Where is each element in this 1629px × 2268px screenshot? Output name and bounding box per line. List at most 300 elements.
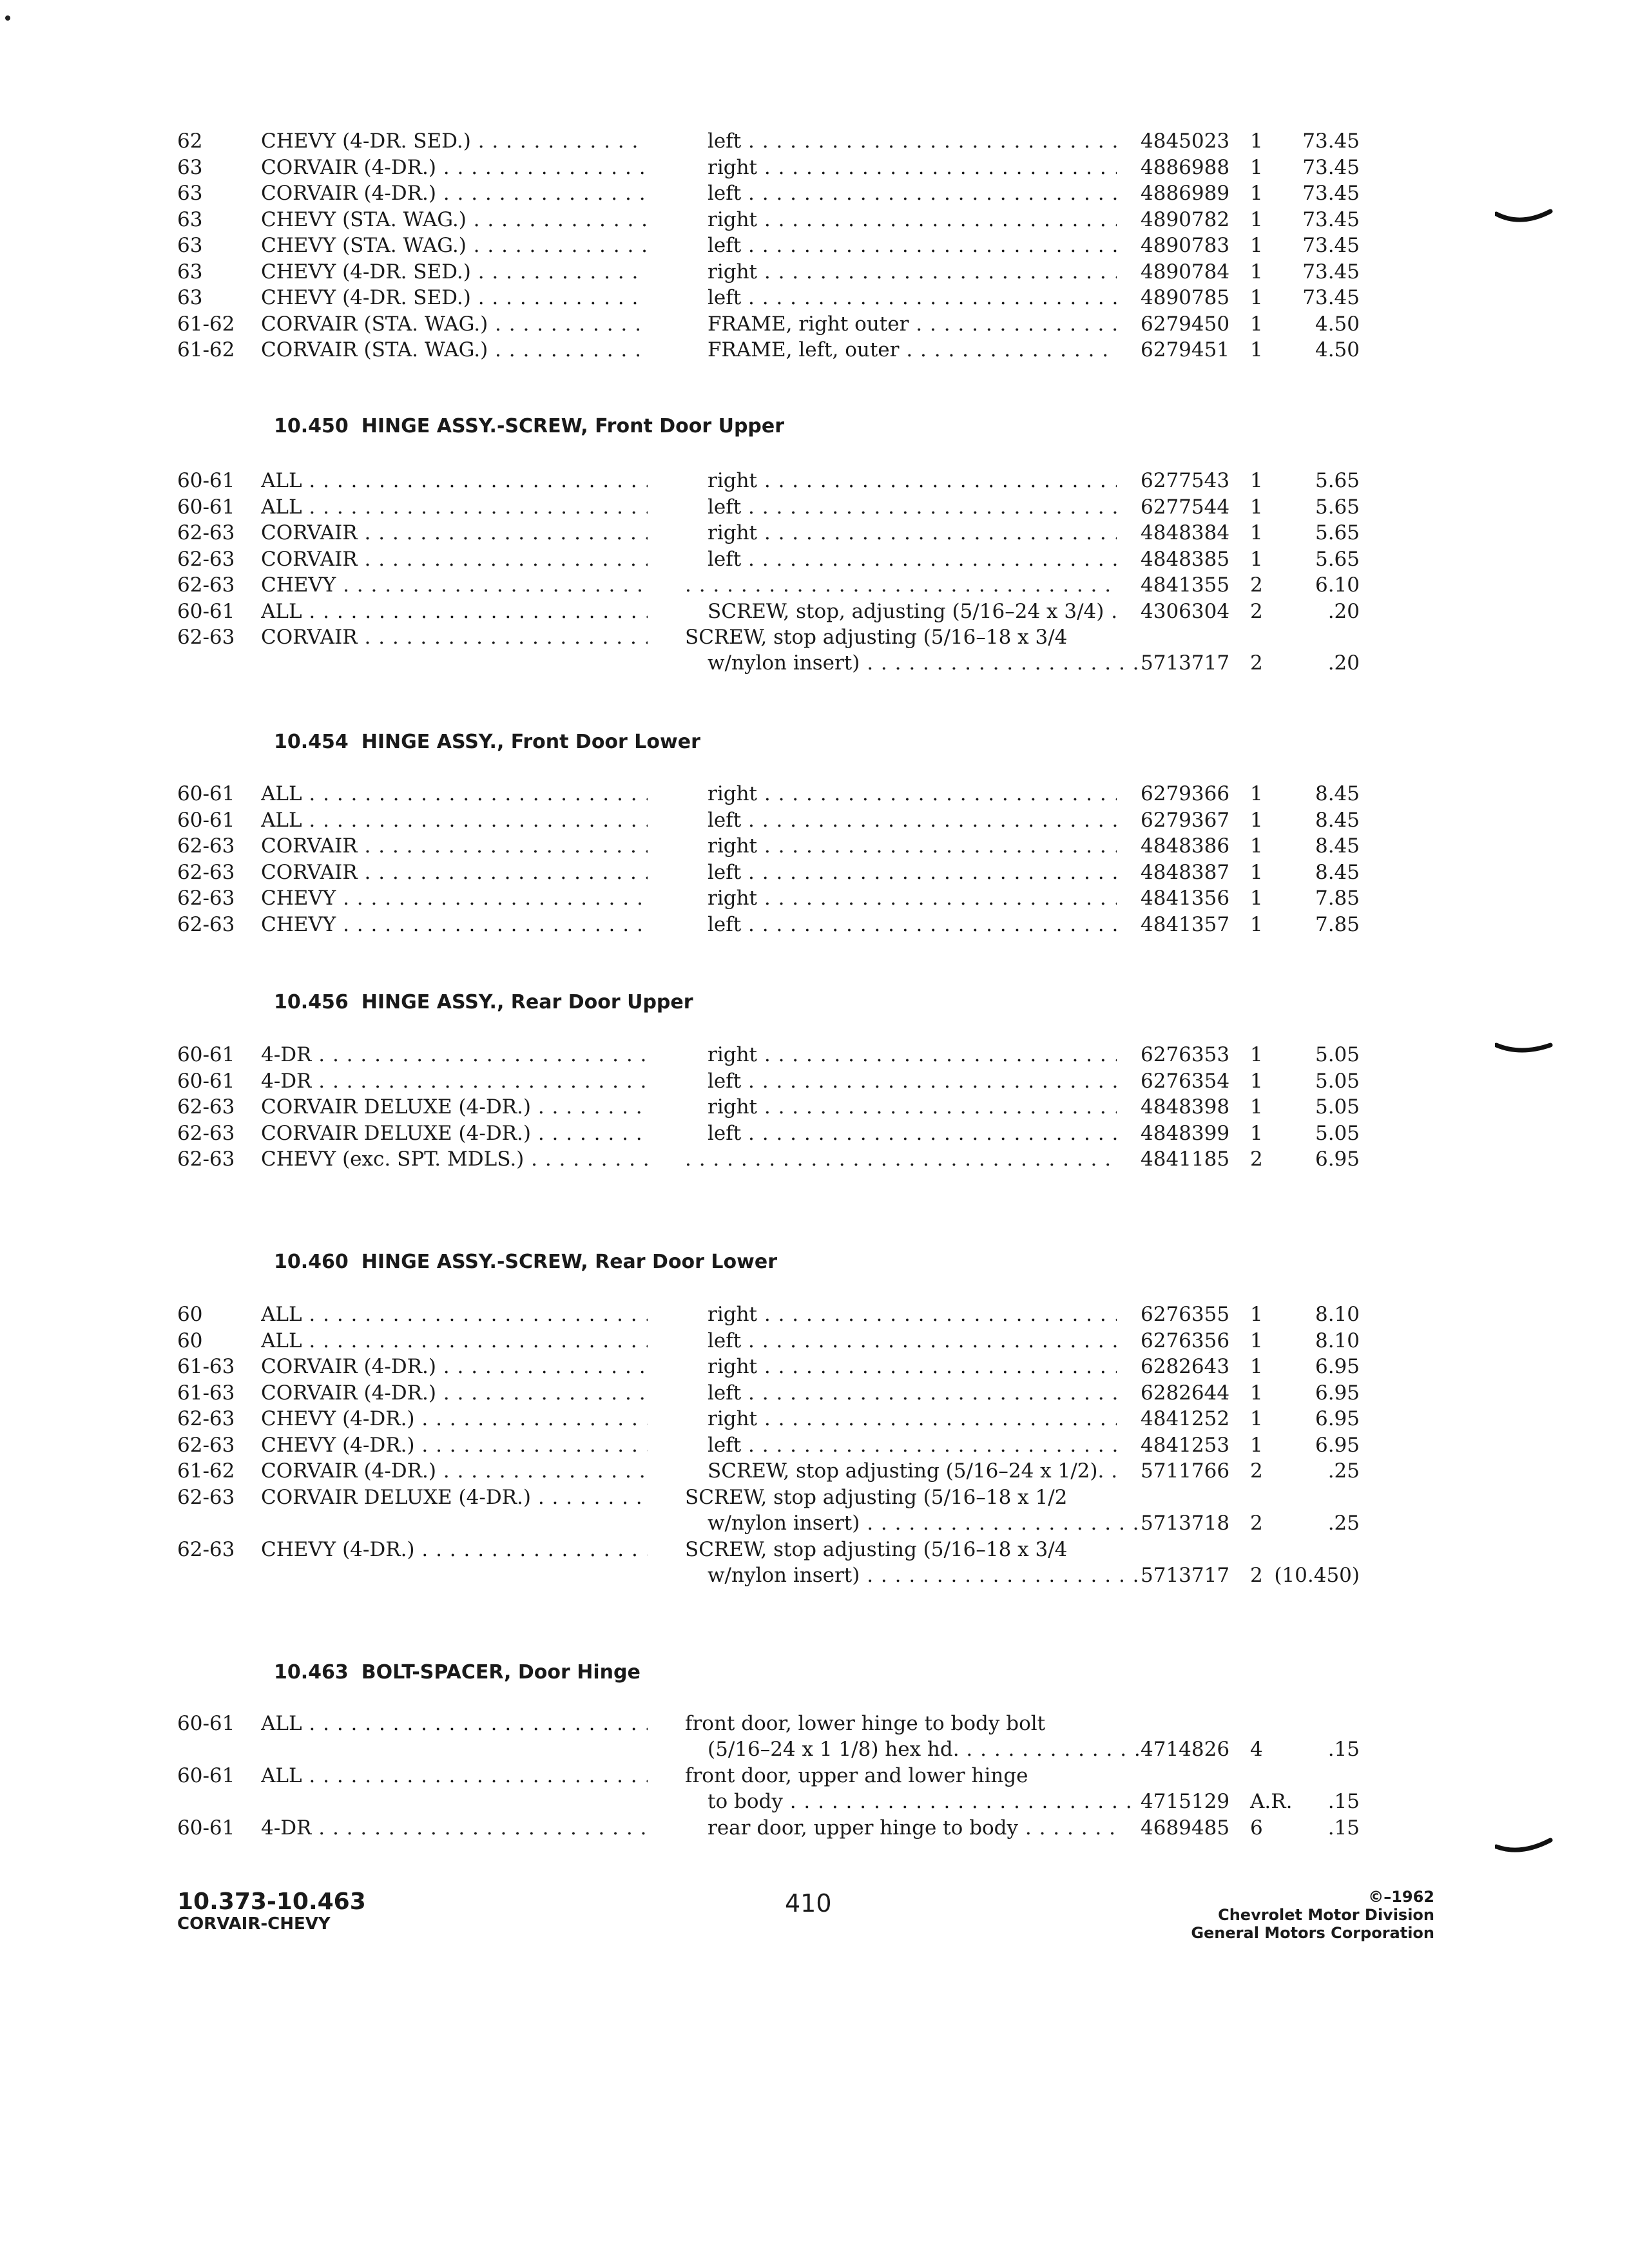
quantity-cell: 1 [1250, 182, 1263, 205]
model-cell: CORVAIR DELUXE (4-DR.) . . . [261, 1485, 648, 1511]
table-row [0, 860, 1629, 886]
table-row [0, 599, 1629, 625]
model-cell: CHEVY . . . [261, 572, 648, 599]
table-row [0, 833, 1629, 860]
year-cell: 60-61 [177, 600, 235, 623]
price-cell: .25 [1327, 1512, 1360, 1535]
model-cell: ALL . . . [261, 781, 648, 807]
quantity-cell: 2 [1250, 651, 1263, 675]
part-number-cell: 5711766 [1141, 1459, 1230, 1483]
page-number: 410 [785, 1889, 832, 1917]
price-cell: 73.45 [1302, 155, 1360, 179]
table-row [0, 1711, 1629, 1737]
part-number-cell: 4841252 [1141, 1407, 1230, 1430]
year-cell: 62-63 [177, 861, 235, 884]
model-cell: 4-DR . . . [261, 1815, 648, 1841]
model-cell: CORVAIR (4-DR.) . . . [261, 1458, 648, 1485]
price-cell: 6.95 [1315, 1434, 1360, 1457]
model-cell: CORVAIR (STA. WAG.) . . . [261, 337, 648, 363]
quantity-cell: 1 [1250, 887, 1263, 910]
part-number-cell: 6276355 [1141, 1303, 1230, 1326]
part-number-cell: 5713718 [1141, 1512, 1230, 1535]
year-cell: 62-63 [177, 1122, 235, 1145]
quantity-cell: 1 [1250, 286, 1263, 309]
description-cell-continued: w/nylon insert) . . . [708, 1562, 1139, 1589]
table-row [0, 572, 1629, 599]
model-cell: CORVAIR . . . [261, 546, 648, 573]
description-cell: left . . . [708, 912, 1117, 938]
part-number-cell: 4845023 [1141, 130, 1230, 153]
part-number-cell: 4848399 [1141, 1122, 1230, 1145]
table-row [0, 546, 1629, 573]
table-row [0, 233, 1629, 259]
model-cell: CHEVY (4-DR. SED.) . . . [261, 285, 648, 311]
price-cell: 8.45 [1315, 782, 1360, 805]
quantity-cell: 1 [1250, 1407, 1263, 1430]
table-row-continued [0, 650, 1629, 677]
description-cell: front door, lower hinge to body bolt [685, 1712, 1046, 1735]
description-cell: right . . . [708, 1302, 1117, 1328]
quantity-cell: 2 [1250, 1148, 1263, 1171]
price-cell: .15 [1327, 1738, 1360, 1761]
year-cell: 62-63 [177, 573, 235, 597]
table-row [0, 1042, 1629, 1068]
table-row [0, 781, 1629, 807]
model-cell: CORVAIR . . . [261, 520, 648, 546]
part-number-cell: 6279450 [1141, 312, 1230, 336]
year-cell: 63 [177, 286, 203, 309]
quantity-cell: 1 [1250, 1095, 1263, 1119]
table-row [0, 1094, 1629, 1120]
model-cell: CORVAIR (4-DR.) . . . [261, 1380, 648, 1407]
table-row [0, 155, 1629, 181]
description-cell: left . . . [708, 180, 1117, 207]
year-cell: 62-63 [177, 1407, 235, 1430]
price-cell: 8.45 [1315, 861, 1360, 884]
part-number-cell: 4890784 [1141, 260, 1230, 284]
corporation: General Motors Corporation [1191, 1924, 1434, 1942]
table-row-continued [0, 1789, 1629, 1815]
section-title: HINGE ASSY.-SCREW, Rear Door Lower [361, 1251, 777, 1273]
quantity-cell: 2 [1250, 1512, 1263, 1535]
part-number-cell: 6282643 [1141, 1355, 1230, 1378]
model-cell: CHEVY (4-DR.) . . . [261, 1432, 648, 1459]
price-cell: (10.450) [1274, 1564, 1360, 1587]
section-header [274, 1659, 641, 1686]
table-row [0, 912, 1629, 938]
model-cell: ALL . . . [261, 494, 648, 521]
part-number-cell: 4841356 [1141, 887, 1230, 910]
quantity-cell: 1 [1250, 1355, 1263, 1378]
price-cell: 4.50 [1315, 338, 1360, 361]
quantity-cell: 2 [1250, 573, 1263, 597]
model-cell: ALL . . . [261, 1763, 648, 1789]
model-cell: CORVAIR (4-DR.) . . . [261, 180, 648, 207]
quantity-cell: 1 [1250, 809, 1263, 832]
model-cell: ALL . . . [261, 599, 648, 625]
section-title: HINGE ASSY., Rear Door Upper [361, 991, 693, 1014]
model-cell: CHEVY (exc. SPT. MDLS.) . . . [261, 1146, 648, 1173]
price-cell: .15 [1327, 1816, 1360, 1840]
table-row [0, 311, 1629, 338]
section-title: HINGE ASSY.-SCREW, Front Door Upper [361, 415, 785, 437]
description-cell: SCREW, stop, adjusting (5/16–24 x 3/4) . . . [708, 599, 1117, 625]
price-cell: .15 [1327, 1790, 1360, 1813]
year-cell: 62-63 [177, 1538, 235, 1561]
description-cell: right . . . [708, 833, 1117, 860]
description-cell: right . . . [708, 781, 1117, 807]
year-cell: 60-61 [177, 1043, 235, 1066]
quantity-cell: 1 [1250, 521, 1263, 544]
year-cell: 60-61 [177, 1816, 235, 1840]
model-cell: CHEVY (4-DR. SED.) . . . [261, 259, 648, 285]
description-cell [685, 1146, 1117, 1173]
model-cell: ALL . . . [261, 1328, 648, 1354]
description-cell: right . . . [708, 1042, 1117, 1068]
price-cell: 4.50 [1315, 312, 1360, 336]
table-row [0, 1406, 1629, 1432]
year-cell: 62-63 [177, 1486, 235, 1509]
part-number-cell: 4890785 [1141, 286, 1230, 309]
table-row-continued [0, 1510, 1629, 1537]
table-row-continued [0, 1562, 1629, 1589]
price-cell: 73.45 [1302, 286, 1360, 309]
quantity-cell: 1 [1250, 312, 1263, 336]
quantity-cell: 1 [1250, 260, 1263, 284]
description-cell: left . . . [708, 285, 1117, 311]
table-row [0, 1380, 1629, 1407]
table-row [0, 259, 1629, 285]
table-row [0, 1763, 1629, 1789]
part-number-cell: 4841185 [1141, 1148, 1230, 1171]
price-cell: 7.85 [1315, 913, 1360, 936]
section-number: 10.450 [274, 415, 349, 437]
model-cell: CORVAIR DELUXE (4-DR.) . . . [261, 1094, 648, 1120]
year-cell: 60-61 [177, 809, 235, 832]
quantity-cell: 1 [1250, 155, 1263, 179]
description-cell: FRAME, left, outer . . . [708, 337, 1117, 363]
year-cell: 60 [177, 1303, 203, 1326]
year-cell: 60 [177, 1329, 203, 1352]
table-row [0, 624, 1629, 651]
quantity-cell: 1 [1250, 1122, 1263, 1145]
table-row-continued [0, 1736, 1629, 1763]
table-row [0, 1354, 1629, 1380]
description-cell: left . . . [708, 1120, 1117, 1147]
price-cell: 8.45 [1315, 809, 1360, 832]
table-row [0, 1815, 1629, 1841]
price-cell: 5.65 [1315, 495, 1360, 519]
model-cell: CORVAIR (4-DR.) . . . [261, 1354, 648, 1380]
description-cell: right . . . [708, 1354, 1117, 1380]
table-row [0, 1068, 1629, 1095]
description-cell: left . . . [708, 1432, 1117, 1459]
year-cell: 62 [177, 130, 203, 153]
part-number-cell: 4848386 [1141, 834, 1230, 858]
model-cell: ALL . . . [261, 1302, 648, 1328]
description-cell-continued: w/nylon insert) . . . [708, 1510, 1139, 1537]
table-row [0, 1537, 1629, 1563]
table-row [0, 885, 1629, 912]
description-cell: FRAME, right outer . . . [708, 311, 1117, 338]
description-cell: right . . . [708, 885, 1117, 912]
table-row [0, 1432, 1629, 1459]
part-number-cell: 4841253 [1141, 1434, 1230, 1457]
year-cell: 62-63 [177, 1095, 235, 1119]
model-cell: 4-DR . . . [261, 1042, 648, 1068]
year-cell: 60-61 [177, 782, 235, 805]
part-number-cell: 4848385 [1141, 548, 1230, 571]
model-cell: CHEVY (4-DR. SED.) . . . [261, 128, 648, 155]
table-row [0, 180, 1629, 207]
section-header [274, 1249, 777, 1275]
year-cell: 60-61 [177, 469, 235, 492]
quantity-cell: 1 [1250, 548, 1263, 571]
table-row [0, 1120, 1629, 1147]
division: Chevrolet Motor Division [1218, 1906, 1434, 1924]
price-cell: 5.65 [1315, 521, 1360, 544]
part-number-cell: 4848387 [1141, 861, 1230, 884]
table-row [0, 207, 1629, 233]
description-cell: left . . . [708, 1328, 1117, 1354]
section-header [274, 413, 784, 439]
price-cell: .25 [1327, 1459, 1360, 1483]
section-header [274, 729, 700, 755]
table-row [0, 494, 1629, 521]
section-title: BOLT-SPACER, Door Hinge [361, 1661, 641, 1684]
quantity-cell: 2 [1250, 600, 1263, 623]
year-cell: 60-61 [177, 1070, 235, 1093]
part-number-cell: 5713717 [1141, 651, 1230, 675]
model-cell: CHEVY (4-DR.) . . . [261, 1537, 648, 1563]
price-cell: 6.95 [1315, 1355, 1360, 1378]
model-cell: CHEVY (4-DR.) . . . [261, 1406, 648, 1432]
scan-mark-top [1495, 207, 1553, 233]
part-number-cell: 6279367 [1141, 809, 1230, 832]
part-number-cell: 4714826 [1141, 1738, 1230, 1761]
quantity-cell: 1 [1250, 861, 1263, 884]
quantity-cell: 2 [1250, 1459, 1263, 1483]
year-cell: 63 [177, 260, 203, 284]
model-cell: CHEVY . . . [261, 885, 648, 912]
table-row [0, 337, 1629, 363]
quantity-cell: 1 [1250, 495, 1263, 519]
price-cell: .20 [1327, 651, 1360, 675]
price-cell: 8.10 [1315, 1303, 1360, 1326]
year-cell: 62-63 [177, 548, 235, 571]
description-cell: left . . . [708, 860, 1117, 886]
year-cell: 62-63 [177, 521, 235, 544]
table-row [0, 807, 1629, 834]
model-cell: 4-DR . . . [261, 1068, 648, 1095]
year-cell: 63 [177, 207, 203, 231]
table-row [0, 128, 1629, 155]
quantity-cell: 1 [1250, 782, 1263, 805]
price-cell: 5.05 [1315, 1122, 1360, 1145]
table-row [0, 1146, 1629, 1173]
footer-models: CORVAIR-CHEVY [177, 1914, 331, 1934]
model-cell: CHEVY . . . [261, 912, 648, 938]
year-cell: 61-63 [177, 1355, 235, 1378]
description-cell-continued: to body . . . [708, 1789, 1139, 1815]
year-cell: 61-63 [177, 1381, 235, 1405]
quantity-cell: 1 [1250, 834, 1263, 858]
year-cell: 60-61 [177, 1764, 235, 1787]
model-cell: CORVAIR DELUXE (4-DR.) . . . [261, 1120, 648, 1147]
description-cell-continued: w/nylon insert) . . . [708, 650, 1139, 677]
model-cell: CORVAIR (4-DR.) . . . [261, 155, 648, 181]
year-cell: 62-63 [177, 887, 235, 910]
part-number-cell: 4890783 [1141, 234, 1230, 257]
year-cell: 61-62 [177, 1459, 235, 1483]
model-cell: CORVAIR . . . [261, 860, 648, 886]
part-number-cell: 6277544 [1141, 495, 1230, 519]
description-cell [685, 572, 1117, 599]
year-cell: 62-63 [177, 834, 235, 858]
quantity-cell: 1 [1250, 130, 1263, 153]
year-cell: 63 [177, 182, 203, 205]
footer-right [1191, 1888, 1434, 1942]
quantity-cell: 2 [1250, 1564, 1263, 1587]
part-number-cell: 6282644 [1141, 1381, 1230, 1405]
part-number-cell: 6279451 [1141, 338, 1230, 361]
quantity-cell: 6 [1250, 1816, 1263, 1840]
section-header [274, 989, 693, 1015]
part-number-cell: 6279366 [1141, 782, 1230, 805]
section-number: 10.463 [274, 1661, 349, 1684]
price-cell: 73.45 [1302, 260, 1360, 284]
quantity-cell: 1 [1250, 1043, 1263, 1066]
description-cell: rear door, upper hinge to body . . . [708, 1815, 1117, 1841]
description-cell: right . . . [708, 1406, 1117, 1432]
price-cell: 5.65 [1315, 548, 1360, 571]
year-cell: 62-63 [177, 626, 235, 649]
model-cell: CHEVY (STA. WAG.) . . . [261, 233, 648, 259]
table-row [0, 1302, 1629, 1328]
description-cell: right . . . [708, 155, 1117, 181]
quantity-cell: 1 [1250, 1381, 1263, 1405]
price-cell: 73.45 [1302, 182, 1360, 205]
part-number-cell: 4848384 [1141, 521, 1230, 544]
description-cell: left . . . [708, 807, 1117, 834]
scan-mark-bottom [1495, 1836, 1553, 1862]
quantity-cell: 1 [1250, 1329, 1263, 1352]
description-cell: left . . . [708, 128, 1117, 155]
table-row [0, 1328, 1629, 1354]
description-cell: right . . . [708, 207, 1117, 233]
quantity-cell: 1 [1250, 1070, 1263, 1093]
quantity-cell: 4 [1250, 1738, 1263, 1761]
description-cell: SCREW, stop adjusting (5/16–18 x 3/4 [685, 626, 1068, 649]
quantity-cell: 1 [1250, 913, 1263, 936]
model-cell: CORVAIR . . . [261, 833, 648, 860]
price-cell: 6.10 [1315, 573, 1360, 597]
model-cell: ALL . . . [261, 468, 648, 494]
quantity-cell: A.R. [1250, 1790, 1293, 1813]
price-cell: 73.45 [1302, 207, 1360, 231]
price-cell: 6.95 [1315, 1407, 1360, 1430]
model-cell: CORVAIR . . . [261, 624, 648, 651]
table-row [0, 520, 1629, 546]
description-cell: front door, upper and lower hinge [685, 1764, 1028, 1787]
part-number-cell: 4886988 [1141, 155, 1230, 179]
year-cell: 62-63 [177, 913, 235, 936]
quantity-cell: 1 [1250, 234, 1263, 257]
part-number-cell: 5713717 [1141, 1564, 1230, 1587]
scan-dot [4, 14, 12, 22]
scan-mark-middle [1495, 1039, 1553, 1064]
description-cell: SCREW, stop adjusting (5/16–24 x 1/2). . . . [708, 1458, 1117, 1485]
part-number-cell: 4306304 [1141, 600, 1230, 623]
part-number-cell: 4689485 [1141, 1816, 1230, 1840]
price-cell: 6.95 [1315, 1148, 1360, 1171]
part-number-cell: 4841355 [1141, 573, 1230, 597]
part-number-cell: 4841357 [1141, 913, 1230, 936]
price-cell: 5.05 [1315, 1043, 1360, 1066]
footer-range: 10.373-10.463 [177, 1888, 366, 1915]
description-cell: left . . . [708, 233, 1117, 259]
quantity-cell: 1 [1250, 469, 1263, 492]
description-cell: left . . . [708, 1380, 1117, 1407]
quantity-cell: 1 [1250, 207, 1263, 231]
price-cell: 6.95 [1315, 1381, 1360, 1405]
year-cell: 61-62 [177, 312, 235, 336]
price-cell: 5.65 [1315, 469, 1360, 492]
year-cell: 62-63 [177, 1434, 235, 1457]
description-cell-continued: (5/16–24 x 1 1/8) hex hd. . . . [708, 1736, 1139, 1763]
table-row [0, 1458, 1629, 1485]
table-row [0, 1485, 1629, 1511]
price-cell: 5.05 [1315, 1070, 1360, 1093]
part-number-cell: 6276356 [1141, 1329, 1230, 1352]
footer-left [177, 1889, 366, 1933]
description-cell: SCREW, stop adjusting (5/16–18 x 3/4 [685, 1538, 1068, 1561]
quantity-cell: 1 [1250, 1303, 1263, 1326]
price-cell: 8.10 [1315, 1329, 1360, 1352]
description-cell: right . . . [708, 468, 1117, 494]
price-cell: 73.45 [1302, 130, 1360, 153]
year-cell: 62-63 [177, 1148, 235, 1171]
section-number: 10.454 [274, 731, 349, 753]
section-number: 10.456 [274, 991, 349, 1014]
part-number-cell: 6276354 [1141, 1070, 1230, 1093]
part-number-cell: 4890782 [1141, 207, 1230, 231]
copyright: ©–1962 [1368, 1888, 1434, 1906]
section-number: 10.460 [274, 1251, 349, 1273]
part-number-cell: 4848398 [1141, 1095, 1230, 1119]
table-row [0, 285, 1629, 311]
price-cell: 73.45 [1302, 234, 1360, 257]
description-cell: left . . . [708, 494, 1117, 521]
year-cell: 60-61 [177, 1712, 235, 1735]
description-cell: left . . . [708, 1068, 1117, 1095]
year-cell: 61-62 [177, 338, 235, 361]
description-cell: right . . . [708, 259, 1117, 285]
year-cell: 60-61 [177, 495, 235, 519]
model-cell: ALL . . . [261, 1711, 648, 1737]
price-cell: 7.85 [1315, 887, 1360, 910]
description-cell: left . . . [708, 546, 1117, 573]
description-cell: right . . . [708, 520, 1117, 546]
price-cell: .20 [1327, 600, 1360, 623]
model-cell: CORVAIR (STA. WAG.) . . . [261, 311, 648, 338]
quantity-cell: 1 [1250, 1434, 1263, 1457]
table-row [0, 468, 1629, 494]
year-cell: 63 [177, 155, 203, 179]
description-cell: SCREW, stop adjusting (5/16–18 x 1/2 [685, 1486, 1068, 1509]
part-number-cell: 4715129 [1141, 1790, 1230, 1813]
quantity-cell: 1 [1250, 338, 1263, 361]
